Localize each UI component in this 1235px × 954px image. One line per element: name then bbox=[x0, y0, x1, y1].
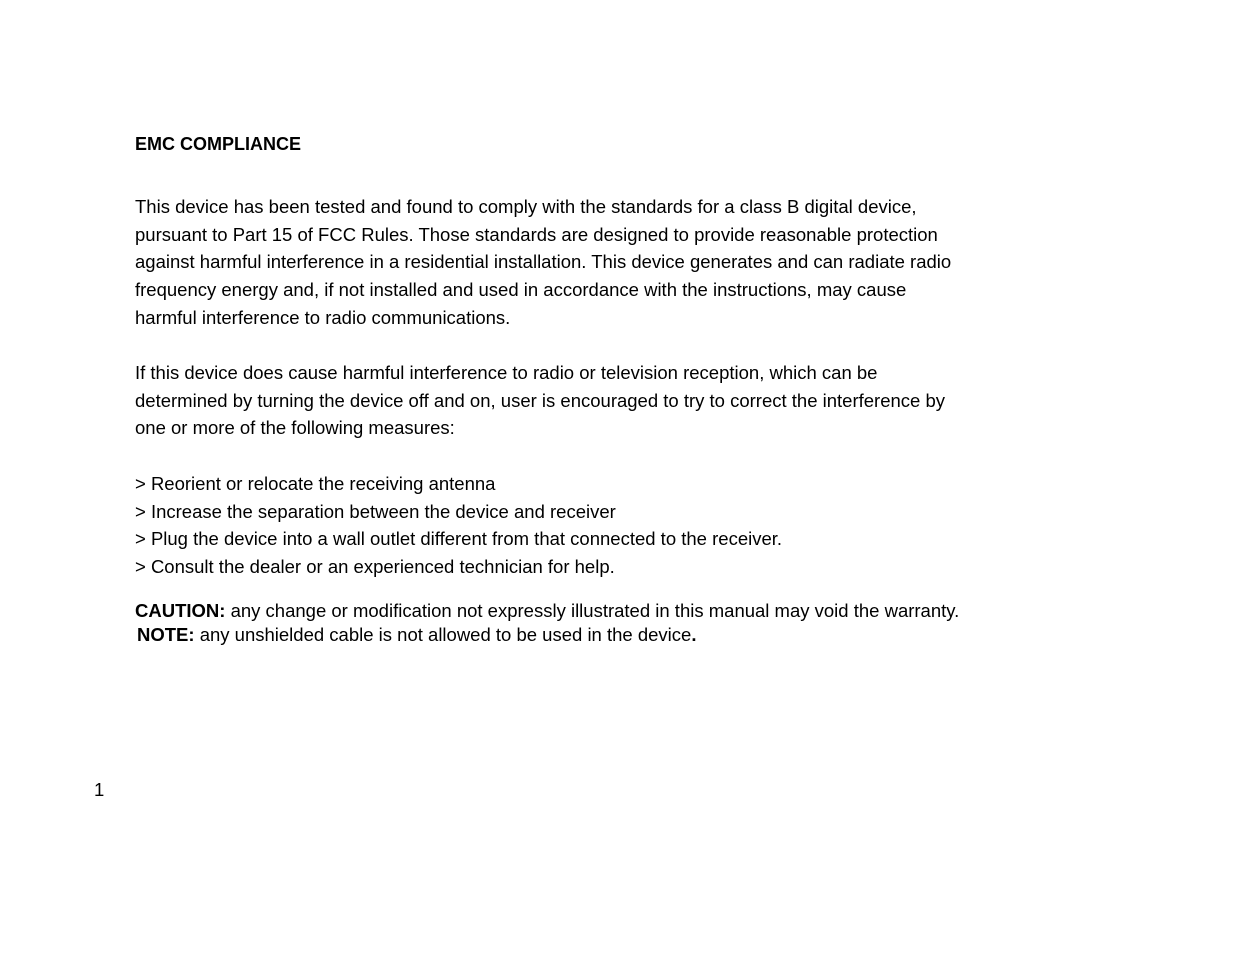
list-item: > Consult the dealer or an experienced technician for help. bbox=[135, 556, 615, 578]
page-title: EMC COMPLIANCE bbox=[135, 134, 301, 154]
measures-list bbox=[135, 470, 782, 581]
caution-notice bbox=[135, 600, 959, 622]
paragraph-line: pursuant to Part 15 of FCC Rules. Those standards are designed to provide reasonable protection bbox=[135, 223, 938, 245]
paragraph-line: against harmful interference in a residential installation. This device generates and can radiate radio bbox=[135, 251, 952, 273]
caution-text: any change or modification not expressly illustrated in this manual may void the warranty. bbox=[225, 600, 960, 621]
paragraph-line: harmful interference to radio communications. bbox=[135, 306, 511, 328]
note-notice bbox=[137, 624, 696, 646]
paragraph-line: This device has been tested and found to comply with the standards for a class B digital device, bbox=[135, 196, 917, 217]
note-text: any unshielded cable is not allowed to be used in the device bbox=[194, 624, 692, 645]
paragraph-line: frequency energy and, if not installed and used in accordance with the instructions, may cause bbox=[135, 279, 907, 301]
paragraph-line: If this device does cause harmful interference to radio or television reception, which can be bbox=[135, 362, 878, 383]
list-item: > Reorient or relocate the receiving antenna bbox=[135, 473, 496, 494]
list-item: > Plug the device into a wall outlet different from that connected to the receiver. bbox=[135, 528, 783, 550]
note-label: NOTE: bbox=[137, 624, 195, 645]
caution-label: CAUTION: bbox=[135, 600, 226, 621]
paragraph-line: determined by turning the device off and on, user is encouraged to try to correct the interference by bbox=[135, 389, 946, 411]
page-number: 1 bbox=[94, 779, 105, 800]
interference-paragraph bbox=[135, 359, 1035, 442]
paragraph-line: one or more of the following measures: bbox=[135, 417, 455, 439]
note-end-period: . bbox=[691, 624, 697, 645]
compliance-paragraph bbox=[135, 193, 1035, 332]
list-item: > Increase the separation between the device and receiver bbox=[135, 500, 616, 522]
